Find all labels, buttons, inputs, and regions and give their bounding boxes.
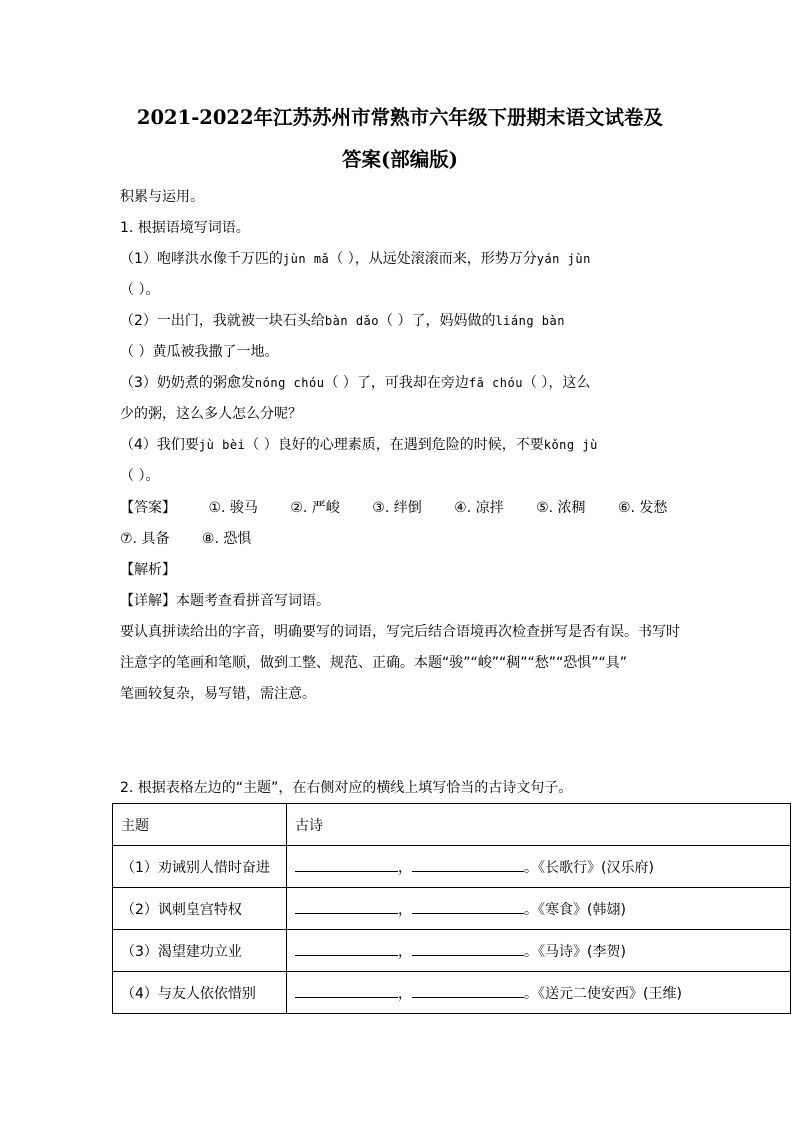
analysis-para-2: 注意字的笔画和笔顺，做到工整、规范、正确。本题“骏”“峻”“稠”“愁”“恐惧”“具” xyxy=(120,655,628,671)
answer-blank[interactable] xyxy=(412,899,524,914)
answer-blank[interactable] xyxy=(295,941,398,956)
q1-sentence-1 xyxy=(120,249,591,269)
poem-cell: ， 。《马诗》(李贺) xyxy=(287,930,791,972)
analysis-label: 【解析】 xyxy=(120,562,176,578)
pinyin: jùn mǎ xyxy=(282,252,330,266)
answer-blank[interactable] xyxy=(295,857,398,872)
poetry-table xyxy=(112,803,791,1014)
answer-item: ⑧. 恐惧 xyxy=(201,531,252,547)
poem-cell: ， 。《送元二使安西》(王维) xyxy=(287,972,791,1014)
answer-item: ⑥. 发愁 xyxy=(617,500,668,516)
answer-blank[interactable] xyxy=(295,983,398,998)
section-heading: 积累与运用。 xyxy=(120,189,204,205)
text: （1）咆哮洪水像千万匹的 xyxy=(120,251,283,267)
pinyin: nóng chóu xyxy=(254,376,325,390)
theme-cell: （3）渴望建功立业 xyxy=(113,930,287,972)
q1-sentence-3 xyxy=(120,373,590,393)
answer-blank[interactable] xyxy=(295,899,398,914)
q1-sentence-2-cont: （ ）黄瓜被我撒了一地。 xyxy=(120,344,279,360)
q1-stem: 1. 根据语境写词语。 xyxy=(120,220,250,236)
poem-cell: ， 。《长歌行》(汉乐府) xyxy=(287,846,791,888)
theme-cell: （4）与友人依依惜别 xyxy=(113,972,287,1014)
answer-label: 【答案】 xyxy=(120,500,176,516)
theme-cell: （2）讽刺皇宫特权 xyxy=(113,888,287,930)
detail-heading: 【详解】本题考查看拼音写词语。 xyxy=(120,593,330,609)
doc-title-line2: 答案(部编版) xyxy=(342,148,458,171)
poem-source: 。《马诗》(李贺) xyxy=(524,943,626,960)
text: （ ），这么 xyxy=(522,375,591,391)
pinyin: liáng bàn xyxy=(495,314,565,328)
answer-item: ①. 骏马 xyxy=(208,500,258,516)
table-header-row xyxy=(113,804,791,846)
doc-title-line1: 2021-2022年江苏苏州市常熟市六年级下册期末语文试卷及 xyxy=(136,106,664,129)
analysis-para-1: 要认真拼读给出的字音，明确要写的词语，写完后结合语境再次检查拼写是否有误。书写时 xyxy=(120,624,680,640)
text: （ ）了，可我却在旁边 xyxy=(324,375,469,391)
answer-line-1 xyxy=(120,498,667,518)
answer-item: ⑤. 浓稠 xyxy=(536,500,586,516)
answer-item: ②. 严峻 xyxy=(290,500,340,516)
answer-item: ⑦. 具备 xyxy=(120,531,170,547)
text: （4）我们要 xyxy=(120,437,199,453)
q2-stem: 2. 根据表格左边的“主题”，在右侧对应的横线上填写恰当的古诗文句子。 xyxy=(120,780,573,796)
poem-source: 。《长歌行》(汉乐府) xyxy=(524,859,654,876)
poem-cell: ， 。《寒食》(韩翃) xyxy=(287,888,791,930)
header-poem: 古诗 xyxy=(287,804,791,846)
q1-sentence-2 xyxy=(120,311,565,331)
q1-sentence-4-cont: （ ）。 xyxy=(120,468,160,484)
header-theme: 主题 xyxy=(113,804,287,846)
answer-line-2 xyxy=(120,529,251,549)
answer-blank[interactable] xyxy=(412,983,524,998)
answer-blank[interactable] xyxy=(412,941,524,956)
poem-source: 。《送元二使安西》(王维) xyxy=(524,985,682,1002)
text: （3）奶奶煮的粥愈发 xyxy=(120,375,255,391)
pinyin: fā chóu xyxy=(468,376,523,390)
table-row xyxy=(113,930,791,972)
text: （ ）良好的心理素质，在遇到危险的时候，不要 xyxy=(245,437,544,453)
pinyin: jù bèi xyxy=(198,438,246,452)
pinyin: yán jùn xyxy=(536,252,591,266)
q1-sentence-3-cont: 少的粥，这么多人怎么分呢？ xyxy=(120,406,302,422)
answer-blank[interactable] xyxy=(412,857,524,872)
pinyin: kǒng jù xyxy=(543,438,598,452)
pinyin: bàn dǎo xyxy=(324,314,379,328)
text: （ ）了，妈妈做的 xyxy=(379,313,496,329)
poem-source: 。《寒食》(韩翃) xyxy=(524,901,626,918)
answer-item: ④. 凉拌 xyxy=(454,500,504,516)
analysis-para-3: 笔画较复杂，易写错，需注意。 xyxy=(120,686,316,702)
table-row xyxy=(113,972,791,1014)
q1-sentence-1-cont: （ ）。 xyxy=(120,282,160,298)
theme-cell: （1）劝诫别人惜时奋进 xyxy=(113,846,287,888)
q1-sentence-4 xyxy=(120,435,598,455)
text: （2）一出门，我就被一块石头给 xyxy=(120,313,325,329)
table-row xyxy=(113,846,791,888)
answer-item: ③. 绊倒 xyxy=(372,500,422,516)
table-row xyxy=(113,888,791,930)
text: （ ），从远处滚滚而来，形势万分 xyxy=(329,251,537,267)
